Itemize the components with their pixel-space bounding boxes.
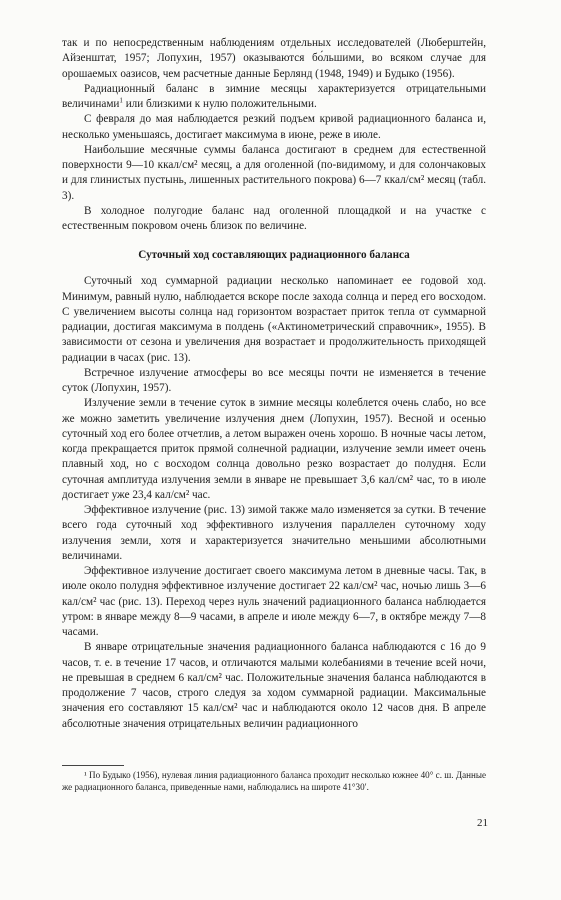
paragraph: Суточный ход суммарной радиации несколько напоминает ее годовой ход. Минимум, равный нулю, наблюдается вскоре после захода солнца и перед его восходом. С увеличением высоты солнца над горизонтом возрастает приток тепла от суммарной радиации, достигая максимума в полдень («Актинометрический справочник», 1955). В зависимости от сезона и увеличения дня возрастает и продолжительность приходящей радиации в часах (рис. 13). xyxy=(62,275,486,364)
footnote-marker: 1 xyxy=(119,96,123,105)
paragraph: В январе отрицательные значения радиационного баланса наблюдаются с 16 до 9 часов, т. е. в течение 17 часов, и отличаются малыми колебаниями в течение всей ночи, не превышая в среднем 6 кал/см² час. Положительные значения баланса наблюдаются в продолжение 7 часов, строго следуя за ходом суммарной радиации. Максимальные значения его составляют 15 кал/см² час и наблюдаются около 12 часов дня. В апреле абсолютные значения отрицательных величин радиационного xyxy=(62,641,486,730)
paragraph: Наибольшие месячные суммы баланса достигают в среднем для естественной поверхности 9—10 ккал/см² месяц, а для оголенной (по-видимому, и для солончаковых и для глинистых пустынь, лишенных растительного покрова) 6—7 ккал/см² месяц (табл. 3). xyxy=(62,143,486,202)
paragraph: С февраля до мая наблюдается резкий подъем кривой радиационного баланса и, несколько уменьшаясь, достигает максимума в июне, реже в июле. xyxy=(62,113,486,141)
footnote xyxy=(62,770,486,793)
paragraph: так и по непосредственным наблюдениям отдельных исследователей (Люберштейн, Айзенштат, 1957; Лопухин, 1957) оказываются бо́льшими, во всяком случае для орошаемых оазисов, чем расчетные данные Берлянд (1948, 1949) и Будыко (1956). xyxy=(62,37,486,80)
paragraph-text: Радиационный баланс в зимние месяцы характеризуется отрицательными величинами xyxy=(62,82,486,110)
section-title: Суточный ход составляющих радиационного баланса xyxy=(138,249,410,262)
paragraph xyxy=(62,82,486,113)
footnote-divider xyxy=(62,765,124,766)
paragraph: Встречное излучение атмосферы во все месяцы почти не изменяется в течение суток (Лопухин, 1957). xyxy=(62,366,486,394)
paragraph: В холодное полугодие баланс над оголенной площадкой и на участке с естественным покровом очень близок по величине. xyxy=(62,204,486,232)
footnote-text: ¹ По Будыко (1956), нулевая линия радиационного баланса проходит несколько южнее 40° с. ш. Данные же радиационного баланса, приведенные нами, наблюдались на широте 41°30′. xyxy=(62,770,486,792)
paragraph-text: или близкими к нулю положительными. xyxy=(122,98,317,110)
paragraph: Эффективное излучение (рис. 13) зимой также мало изменяется за сутки. В течение всего года суточный ход эффективного излучения параллелен суточному ходу излучения земли, хотя и характеризуется значительно меньшими абсолютными величинами. xyxy=(62,504,486,562)
page-number: 21 xyxy=(477,817,488,829)
paragraph: Эффективное излучение достигает своего максимума летом в дневные часы. Так, в июле около полудня эффективное излучение достигает 22 кал/см² час, ночью лишь 3—6 кал/см² час (рис. 13). Переход через нуль значений радиационного баланса наблюдается утром: в январе между 8—9 часами, в апреле и июле между 6—7, в октябре между 7—8 часами. xyxy=(62,565,486,638)
main-text xyxy=(62,36,486,732)
paragraph: Излучение земли в течение суток в зимние месяцы колеблется очень слабо, но все же можно заметить увеличение излучения днем (Лопухин, 1957). Весной и осенью суточный ход его более отчетлив, а летом выражен очень хорошо. В ночные часы летом, когда прекращается приток прямой солнечной радиации, излучение земли имеет очень плавный ход, но с восходом солнца довольно резко возрастает до полудня. Если суточная амплитуда излучения земли в январе не превышает 3,6 кал/см² час, то в июле достигает уже 23,4 кал/см² час. xyxy=(62,397,486,501)
